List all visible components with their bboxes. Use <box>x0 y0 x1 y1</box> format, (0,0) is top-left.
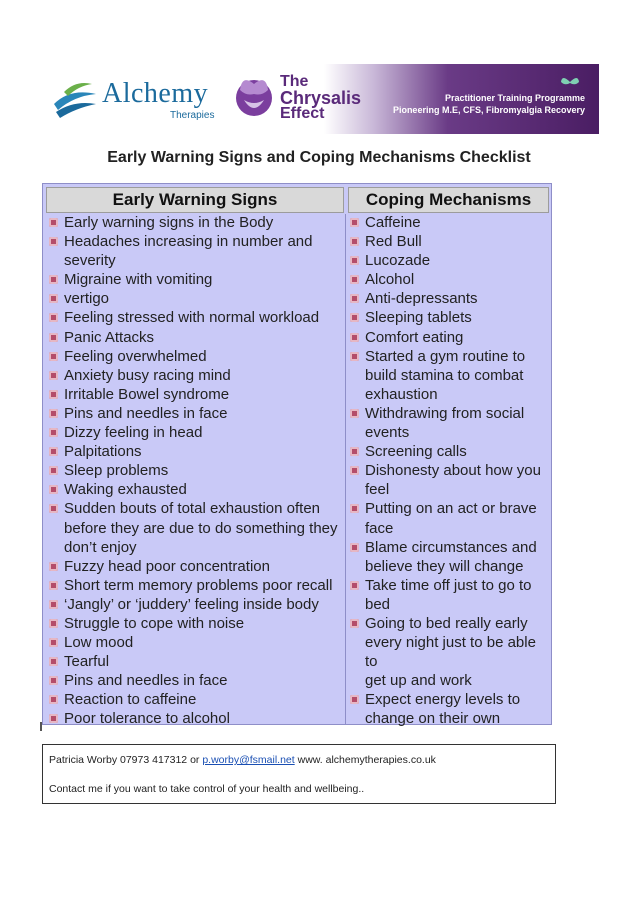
page-title: Early Warning Signs and Coping Mechanisms Checklist <box>107 149 531 166</box>
list-item <box>348 328 552 347</box>
list-item-text: before they are due to do something they <box>64 519 338 537</box>
bullet-icon <box>49 390 58 399</box>
programme-line-1: Practitioner Training Programme <box>444 93 585 103</box>
list-item-text: vertigo <box>64 290 110 308</box>
list-item <box>348 557 552 576</box>
list-item-text: Putting on an act or brave <box>365 500 537 518</box>
list-item-text: Going to bed really early <box>365 614 528 632</box>
list-item-text: ‘Jangly’ or ‘juddery’ feeling inside body <box>64 595 319 613</box>
list-item <box>348 480 552 499</box>
list-item-text: face <box>365 519 394 537</box>
list-item <box>348 366 552 385</box>
chrysalis-line: The <box>280 73 309 90</box>
alchemy-logo <box>50 74 230 126</box>
bullet-icon <box>49 466 58 475</box>
list-item <box>47 671 343 690</box>
list-item <box>348 289 552 308</box>
list-item <box>47 595 343 614</box>
list-item-text: Poor tolerance to alcohol <box>64 710 230 728</box>
list-item-text: bed <box>365 595 391 613</box>
alchemy-name: Alchemy <box>102 78 209 109</box>
list-item-text: Anti-depressants <box>365 290 478 308</box>
bullet-icon <box>350 695 359 704</box>
header-banner <box>44 64 599 134</box>
list-item <box>348 423 552 442</box>
list-item <box>348 251 552 270</box>
bullet-icon <box>49 676 58 685</box>
bullet-icon <box>350 543 359 552</box>
list-item <box>47 308 343 327</box>
bullet-icon <box>49 313 58 322</box>
list-item <box>348 614 552 633</box>
list-item-text: Feeling overwhelmed <box>64 347 207 365</box>
list-item <box>348 270 552 289</box>
contact-box <box>42 744 556 804</box>
list-item-text: Headaches increasing in number and <box>64 233 313 251</box>
bullet-icon <box>350 256 359 265</box>
bullet-icon <box>49 352 58 361</box>
list-item <box>47 499 343 518</box>
list-item-text: Irritable Bowel syndrome <box>64 385 230 403</box>
bullet-icon <box>49 619 58 628</box>
list-item <box>348 519 552 538</box>
bullet-icon <box>350 218 359 227</box>
chrysalis-line: Chrysalis <box>280 88 362 108</box>
bullet-icon <box>49 218 58 227</box>
bullet-icon <box>350 409 359 418</box>
list-item <box>348 442 552 461</box>
list-item-text: Short term memory problems poor recall <box>64 576 333 594</box>
bullet-icon <box>350 313 359 322</box>
list-item-text: Withdrawing from social <box>365 404 525 422</box>
list-item <box>348 633 552 671</box>
list-item <box>47 328 343 347</box>
list-item-text: every night just to be able to <box>365 634 536 671</box>
list-item <box>47 404 343 423</box>
alchemy-subtitle: Therapies <box>170 110 215 121</box>
list-item-text: events <box>365 424 410 442</box>
list-item <box>47 270 343 289</box>
list-item <box>348 595 552 614</box>
small-butterfly-icon <box>559 74 581 90</box>
list-item-text: severity <box>64 252 116 270</box>
left-column-header: Early Warning Signs <box>46 187 344 213</box>
bullet-icon <box>49 657 58 666</box>
bullet-icon <box>350 275 359 284</box>
bullet-icon <box>49 638 58 647</box>
list-item-text: Alcohol <box>365 271 415 289</box>
bullet-icon <box>49 275 58 284</box>
bullet-icon <box>350 294 359 303</box>
programme-text <box>393 92 585 116</box>
chrysalis-name <box>280 74 361 122</box>
bullet-icon <box>49 333 58 342</box>
list-item-text: Expect energy levels to <box>365 691 521 709</box>
chrysalis-logo <box>232 70 372 130</box>
list-item-text: Anxiety busy racing mind <box>64 366 231 384</box>
list-item-text: don’t enjoy <box>64 538 137 556</box>
bullet-icon <box>350 333 359 342</box>
list-item <box>47 232 343 251</box>
list-item <box>348 690 552 709</box>
bullet-icon <box>49 695 58 704</box>
list-item <box>47 519 343 538</box>
list-item <box>348 538 552 557</box>
list-item <box>47 442 343 461</box>
list-item-text: Fuzzy head poor concentration <box>64 557 270 575</box>
list-item-text: Pins and needles in face <box>64 672 228 690</box>
list-item-text: feel <box>365 481 390 499</box>
warning-signs-list <box>47 213 343 729</box>
bullet-icon <box>350 237 359 246</box>
list-item-text: Tearful <box>64 653 110 671</box>
programme-line-2: Pioneering M.E, CFS, Fibromyalgia Recovery <box>392 105 585 115</box>
checklist-table <box>42 183 552 728</box>
list-item-text: Pins and needles in face <box>64 404 228 422</box>
list-item-text: Take time off just to go to <box>365 576 532 594</box>
list-item <box>348 461 552 480</box>
list-item <box>348 232 552 251</box>
list-item <box>348 404 552 423</box>
list-item-text: Reaction to caffeine <box>64 691 197 709</box>
bullet-icon <box>350 504 359 513</box>
right-column-header: Coping Mechanisms <box>348 187 549 213</box>
list-item-text: exhaustion <box>365 385 438 403</box>
list-item-text: Blame circumstances and <box>365 538 537 556</box>
bullet-icon <box>350 352 359 361</box>
list-item <box>47 423 343 442</box>
chrysalis-line: Effect <box>280 105 325 122</box>
bullet-icon <box>350 581 359 590</box>
list-item <box>47 709 343 728</box>
stray-mark <box>40 722 42 731</box>
list-item-text: Struggle to cope with noise <box>64 614 245 632</box>
list-item-text: Panic Attacks <box>64 328 155 346</box>
list-item-text: Early warning signs in the Body <box>64 214 274 231</box>
list-item-text: Low mood <box>64 634 134 652</box>
list-item-text: Dizzy feeling in head <box>64 424 203 442</box>
list-item-text: Red Bull <box>365 233 422 251</box>
bullet-icon <box>49 600 58 609</box>
bullet-icon <box>49 714 58 723</box>
bullet-icon <box>49 409 58 418</box>
list-item-text: get up and work <box>365 672 472 690</box>
list-item-text: change on their own <box>365 710 501 728</box>
list-item-text: Started a gym routine to <box>365 347 526 365</box>
website-text: www. alchemytherapies.co.uk <box>294 754 436 766</box>
list-item <box>47 652 343 671</box>
list-item <box>47 480 343 499</box>
bullet-icon <box>49 294 58 303</box>
contact-tagline: Contact me if you want to take control of your health and wellbeing.. <box>49 783 365 795</box>
list-item-text: Lucozade <box>365 252 431 270</box>
bullet-icon <box>350 619 359 628</box>
email-link[interactable]: p.worby@fsmail.net <box>202 754 295 766</box>
list-item <box>348 308 552 327</box>
list-item <box>47 690 343 709</box>
list-item <box>348 576 552 595</box>
bullet-icon <box>350 466 359 475</box>
list-item <box>348 213 552 232</box>
list-item <box>348 385 552 404</box>
list-item-text: Dishonesty about how you <box>365 462 541 480</box>
list-item-text: believe they will change <box>365 557 524 575</box>
bullet-icon <box>49 504 58 513</box>
list-item-text: Sleep problems <box>64 462 169 480</box>
bullet-icon <box>49 237 58 246</box>
list-item <box>47 385 343 404</box>
list-item-text: Caffeine <box>365 214 421 231</box>
list-item <box>47 538 343 557</box>
list-item <box>47 614 343 633</box>
butterfly-icon <box>232 70 276 120</box>
list-item <box>47 633 343 652</box>
bullet-icon <box>49 447 58 456</box>
list-item <box>47 213 343 232</box>
list-item-text: build stamina to combat <box>365 366 524 384</box>
list-item <box>348 499 552 518</box>
column-divider <box>345 214 346 725</box>
list-item <box>348 709 552 728</box>
contact-prefix: Patricia Worby 07973 417312 or <box>49 754 203 766</box>
list-item <box>47 289 343 308</box>
list-item <box>47 576 343 595</box>
list-item-text: Sleeping tablets <box>365 309 472 327</box>
list-item-text: Feeling stressed with normal workload <box>64 309 320 327</box>
list-item-text: Migraine with vomiting <box>64 271 213 289</box>
contact-line <box>49 754 436 766</box>
list-item <box>348 671 552 690</box>
bullet-icon <box>49 581 58 590</box>
list-item <box>47 251 343 270</box>
list-item <box>47 347 343 366</box>
list-item-text: Palpitations <box>64 443 142 461</box>
coping-mechanisms-list <box>348 213 552 729</box>
alchemy-swirl-icon <box>50 74 100 124</box>
bullet-icon <box>49 485 58 494</box>
bullet-icon <box>49 428 58 437</box>
list-item-text: Waking exhausted <box>64 481 187 499</box>
bullet-icon <box>49 562 58 571</box>
bullet-icon <box>49 371 58 380</box>
list-item-text: Sudden bouts of total exhaustion often <box>64 500 321 518</box>
list-item <box>47 461 343 480</box>
list-item <box>47 557 343 576</box>
bullet-icon <box>350 447 359 456</box>
list-item <box>47 366 343 385</box>
list-item-text: Comfort eating <box>365 328 464 346</box>
list-item <box>348 347 552 366</box>
list-item-text: Screening calls <box>365 443 467 461</box>
